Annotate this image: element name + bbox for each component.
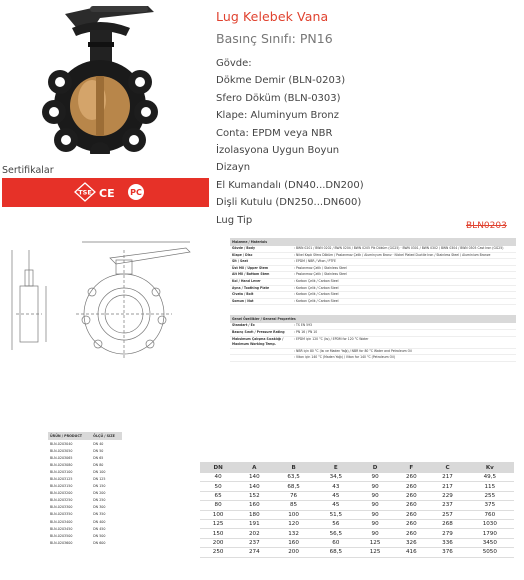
product-code-cell: BLN-0203100 <box>50 469 73 474</box>
dimension-cell: 274 <box>236 548 272 557</box>
table-row: Basınç Sınıfı / Pressure Rating : PN 16 / PN 10 <box>230 330 516 337</box>
size-cell: DN 350 <box>93 512 106 517</box>
dimension-cell: 100 <box>272 510 314 519</box>
materials-table <box>230 238 516 362</box>
certification-bar <box>2 178 209 207</box>
size-cell: DN 450 <box>93 526 106 531</box>
dimension-cell: 76 <box>272 491 314 500</box>
table-row <box>48 511 122 518</box>
dimension-cell: 40 <box>200 473 236 482</box>
table-row <box>48 454 122 461</box>
table-row <box>48 447 122 454</box>
product-code: BLN0203 <box>466 221 507 231</box>
table-row <box>48 504 122 511</box>
dimension-cell: 100 <box>200 510 236 519</box>
dimension-cell: 257 <box>429 510 465 519</box>
table-row <box>200 538 514 547</box>
dimension-cell: 260 <box>393 482 429 491</box>
dimension-cell: 260 <box>393 473 429 482</box>
dimension-cell: 68,5 <box>315 548 357 557</box>
dimension-cell: 50 <box>200 482 236 491</box>
column-header: ÜRÜN / PRODUCT <box>48 432 91 440</box>
properties-header: Genel Özellikler / General Properties <box>230 315 516 323</box>
table-row <box>48 475 122 482</box>
table-row: Standart / Ex : TS EN 593 <box>230 323 516 330</box>
table-row <box>200 529 514 538</box>
product-code-cell: BLN-0203600 <box>50 540 73 545</box>
dimension-cell: 115 <box>466 482 514 491</box>
size-cell: DN 200 <box>93 491 106 496</box>
dimension-cell: 326 <box>393 538 429 547</box>
size-cell: DN 100 <box>93 469 106 474</box>
dimension-cell: 85 <box>272 501 314 510</box>
dimension-cell: 260 <box>393 491 429 500</box>
dimension-cell: 1030 <box>466 519 514 528</box>
dimension-cell: 336 <box>429 538 465 547</box>
product-code-cell: BLN-0203400 <box>50 519 73 524</box>
table-row: Üst Mil / Upper Stem : Paslanmaz Çelik / Stainless Steel <box>230 266 516 273</box>
table-row <box>48 518 122 525</box>
dimension-cell: 125 <box>357 548 393 557</box>
spec-line: Dişli Kutulu (DN250...DN600) <box>216 197 362 209</box>
dimension-table <box>200 462 514 558</box>
table-row <box>48 497 122 504</box>
dimension-cell: 150 <box>200 529 236 538</box>
column-header: DN <box>200 462 236 473</box>
dimension-cell: 279 <box>429 529 465 538</box>
dimension-cell: 120 <box>272 519 314 528</box>
dimension-cell: 200 <box>200 538 236 547</box>
dimension-cell: 260 <box>393 519 429 528</box>
spec-line: Dökme Demir (BLN-0203) <box>216 75 346 87</box>
table-row <box>48 461 122 468</box>
dimension-cell: 760 <box>466 510 514 519</box>
dimension-cell: 255 <box>466 491 514 500</box>
pressure-class: Basınç Sınıfı: PN16 <box>216 31 333 46</box>
dimension-cell: 125 <box>200 519 236 528</box>
dimension-cell: 140 <box>236 473 272 482</box>
size-cell: DN 400 <box>93 519 106 524</box>
table-header-row <box>200 462 514 473</box>
dimension-cell: 90 <box>357 519 393 528</box>
dimension-cell: 68,5 <box>272 482 314 491</box>
table-row <box>48 539 122 546</box>
product-code-cell: BLN-0203080 <box>50 462 73 467</box>
dimension-cell: 56,5 <box>315 529 357 538</box>
dimension-cell: 45 <box>315 501 357 510</box>
tse-badge-text: TSE <box>78 188 92 197</box>
product-code-cell: BLN-0203250 <box>50 498 73 503</box>
size-cell: DN 500 <box>93 533 106 538</box>
dimension-cell: 60 <box>315 538 357 547</box>
spec-line: Gövde: <box>216 58 252 69</box>
table-row: Civata / Bolt : Karbon Çelik / Carbon Steel <box>230 292 516 299</box>
spec-line: Sfero Döküm (BLN-0303) <box>216 92 341 104</box>
product-code-cell: BLN-0203065 <box>50 455 73 460</box>
table-row: Maksimum Çalışma Sıcaklığı / Maximum Working Temp. : EPDM için 120 °C (Isı) / EPDM for 120 °C Water <box>230 337 516 349</box>
spec-line: Dizayn <box>216 162 251 174</box>
dimension-cell: 250 <box>200 548 236 557</box>
table-row: Kol / Hand Lever : Karbon Çelik / Carbon Steel <box>230 279 516 286</box>
size-cell: DN 40 <box>93 441 104 446</box>
column-header: F <box>393 462 429 473</box>
product-code-cell: BLN-0203350 <box>50 512 73 517</box>
dimension-cell: 3450 <box>466 538 514 547</box>
dimension-cell: 56 <box>315 519 357 528</box>
dimension-cell: 34,5 <box>315 473 357 482</box>
table-row: Alt Mil / Bottom Stem : Paslanmaz Çelik / Stainless Steel <box>230 272 516 279</box>
size-cell: DN 125 <box>93 477 106 482</box>
dimension-cell: 90 <box>357 473 393 482</box>
product-title: Lug Kelebek Vana <box>216 9 329 24</box>
size-cell: DN 300 <box>93 505 106 510</box>
pc-logo <box>128 184 144 200</box>
dimension-cell: 160 <box>272 538 314 547</box>
table-row <box>200 491 514 500</box>
table-row <box>48 525 122 532</box>
materials-header: Malzeme / Materials <box>230 238 516 246</box>
spec-line: İzolasyona Uygun Boyun <box>216 145 340 157</box>
table-row: Somun / Nut : Karbon Çelik / Carbon Steel <box>230 299 516 306</box>
dimension-cell: 80 <box>200 501 236 510</box>
size-cell: DN 50 <box>93 448 104 453</box>
product-code-cell: BLN-0203125 <box>50 477 73 482</box>
column-header: C <box>429 462 465 473</box>
product-code-cell: BLN-0203200 <box>50 491 73 496</box>
spec-line: Conta: EPDM veya NBR <box>216 127 333 139</box>
table-row <box>200 482 514 491</box>
size-cell: DN 250 <box>93 498 106 503</box>
dimension-cell: 237 <box>236 538 272 547</box>
column-header: E <box>315 462 357 473</box>
dimension-cell: 90 <box>357 491 393 500</box>
column-header: D <box>357 462 393 473</box>
dimension-cell: 43 <box>315 482 357 491</box>
dimension-cell: 375 <box>466 501 514 510</box>
table-row: : Viton için 140 °C (Maden Yağı) / Viton for 140 °C (Petroleum Oil) <box>230 355 516 362</box>
dimension-cell: 5050 <box>466 548 514 557</box>
table-row <box>200 519 514 528</box>
dimension-cell: 229 <box>429 491 465 500</box>
valve-photo <box>30 2 170 154</box>
table-row <box>48 483 122 490</box>
dimension-cell: 90 <box>357 501 393 510</box>
table-row: Sit / Seat : EPDM / NBR / Viton / PTFE <box>230 259 516 266</box>
product-code-table <box>48 432 122 546</box>
table-row: : NBR için 80 °C (Isı ve Maden Yağı) / NBR for 80 °C Water and Petroleum Oil <box>230 349 516 356</box>
spec-line: Klape: Aluminyum Bronz <box>216 110 339 122</box>
spec-line: El Kumandalı (DN40...DN200) <box>216 179 364 191</box>
dimension-cell: 63,5 <box>272 473 314 482</box>
dimension-cell: 180 <box>236 510 272 519</box>
product-code-cell: BLN-0203450 <box>50 526 73 531</box>
dimension-cell: 416 <box>393 548 429 557</box>
tse-logo <box>75 183 95 201</box>
dimension-cell: 217 <box>429 473 465 482</box>
size-cell: DN 600 <box>93 540 106 545</box>
product-code-cell: BLN-0203040 <box>50 441 73 446</box>
dimension-cell: 268 <box>429 519 465 528</box>
dimension-cell: 191 <box>236 519 272 528</box>
ce-mark: CE <box>99 187 115 200</box>
table-header-row <box>48 432 122 440</box>
dimension-cell: 200 <box>272 548 314 557</box>
table-row: Klape / Disc : Nikel Kaplı Sfero Döküm / Paslanmaz Çelik / Aluminyum Bronz · Nickel Plated Ductile Iron / Stainless Steel / Aluminium Bronze <box>230 253 516 260</box>
technical-drawing <box>6 240 202 360</box>
product-code-cell: BLN-0203500 <box>50 533 73 538</box>
dimension-cell: 260 <box>393 510 429 519</box>
dimension-cell: 90 <box>357 510 393 519</box>
dimension-cell: 260 <box>393 501 429 510</box>
dimension-cell: 260 <box>393 529 429 538</box>
size-cell: DN 65 <box>93 455 104 460</box>
column-header: B <box>272 462 314 473</box>
product-code-cell: BLN-0203050 <box>50 448 73 453</box>
product-code-cell: BLN-0203300 <box>50 505 73 510</box>
dimension-cell: 376 <box>429 548 465 557</box>
column-header: A <box>236 462 272 473</box>
table-row: Ayna / Toothing Plate : Karbon Çelik / Carbon Steel <box>230 286 516 293</box>
table-row <box>48 440 122 447</box>
column-header: ÖLÇÜ / SIZE <box>91 432 122 440</box>
dimension-cell: 45 <box>315 491 357 500</box>
pc-badge-text: PC <box>130 188 142 198</box>
size-cell: DN 80 <box>93 462 104 467</box>
certification-label: Sertifikalar <box>2 165 54 176</box>
table-row <box>48 468 122 475</box>
dimension-cell: 1790 <box>466 529 514 538</box>
table-row <box>200 501 514 510</box>
table-row <box>200 548 514 557</box>
dimension-cell: 217 <box>429 482 465 491</box>
dimension-cell: 51,5 <box>315 510 357 519</box>
table-row <box>48 532 122 539</box>
table-row <box>200 473 514 482</box>
spec-list <box>216 55 364 229</box>
size-cell: DN 150 <box>93 484 106 489</box>
dimension-cell: 140 <box>236 482 272 491</box>
dimension-cell: 152 <box>236 491 272 500</box>
dimension-cell: 90 <box>357 482 393 491</box>
dimension-cell: 132 <box>272 529 314 538</box>
dimension-cell: 125 <box>357 538 393 547</box>
column-header: Kv <box>466 462 514 473</box>
table-row <box>200 510 514 519</box>
dimension-cell: 49,5 <box>466 473 514 482</box>
table-row: Gövde / Body : BWN 0201 / BWN 0202 / BWN 0204 / BWN 0205 Pik Döküm (GG25) · BWN 0301 / BWN 0302 / BWN 0304 / BWN 0305 Cast Iron (GG25) <box>230 246 516 253</box>
product-code-cell: BLN-0203150 <box>50 484 73 489</box>
dimension-cell: 237 <box>429 501 465 510</box>
spec-line: Lug Tip <box>216 214 253 226</box>
dimension-cell: 202 <box>236 529 272 538</box>
dimension-cell: 160 <box>236 501 272 510</box>
dimension-cell: 90 <box>357 529 393 538</box>
table-row <box>48 490 122 497</box>
dimension-cell: 65 <box>200 491 236 500</box>
